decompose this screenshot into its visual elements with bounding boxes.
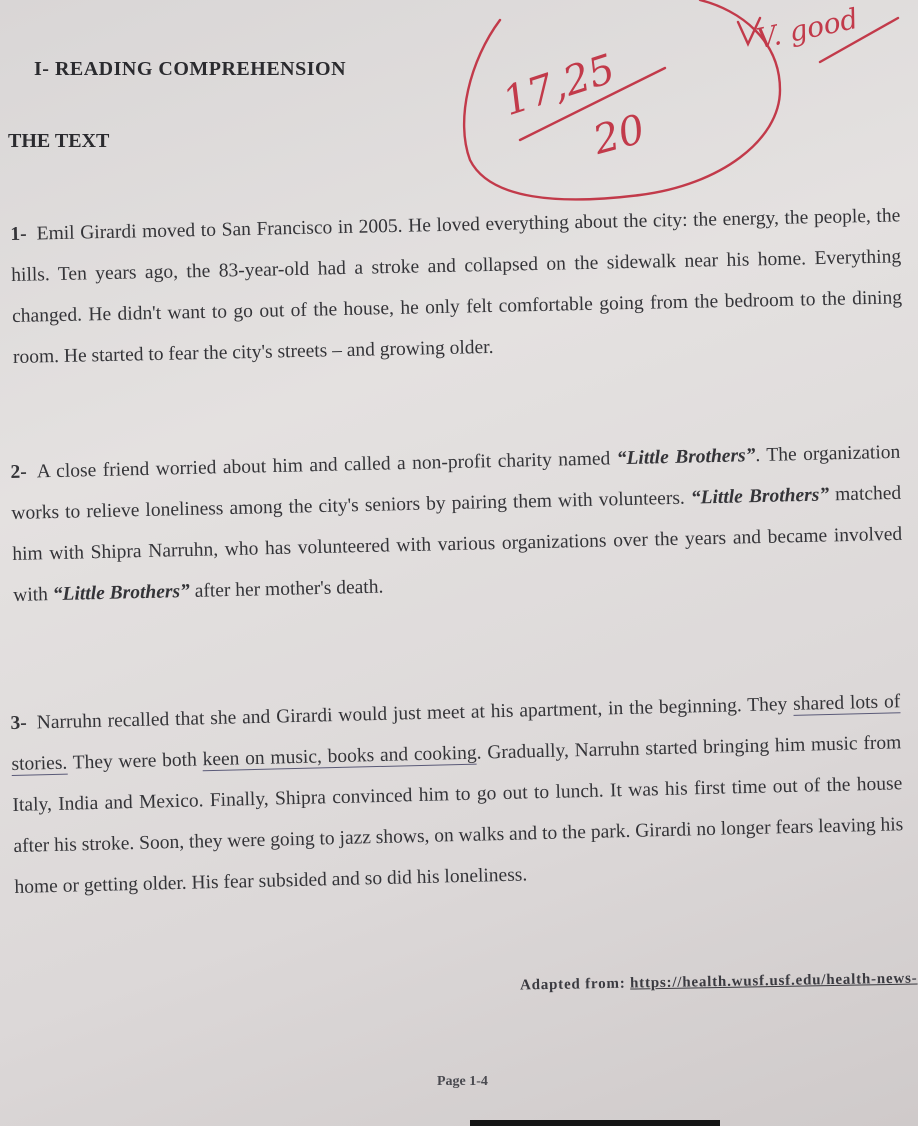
org-name: “Little Brothers” [52,580,191,606]
paragraph-text: Narruhn recalled that she and Girardi would just meet at his apartment, in the beginning. They [36,693,794,734]
paragraph-number: 1- [10,223,27,245]
underlined-phrase: keen on music, books and cooking [202,742,477,771]
paragraph-1 [10,195,903,378]
paragraph-3 [10,681,905,908]
grade-score: 17,25 [497,46,621,126]
paragraph-text: matched him with Shipra Narruhn, who has volunteered with various organizations over the years and became involved with [12,482,903,606]
paragraph-2 [10,432,903,616]
grade-circle [464,0,780,199]
source-prefix: Adapted from: [520,975,631,994]
text-subtitle: THE TEXT [8,130,110,152]
org-name: “Little Brothers” [616,445,756,470]
paragraph-text: A close friend worried about him and called a non-profit charity named [36,448,617,483]
source-link[interactable]: https://health.wusf.usf.edu/health-news- [630,970,918,992]
table-edge [470,1120,720,1126]
paragraph-text: . The organization works to relieve loneliness among the city's seniors by pairing them with volunteers. [11,441,901,524]
grade-out-of: 20 [588,106,650,164]
paragraph-text: Emil Girardi moved to San Francisco in 2005. He loved everything about the city: the energy, the people, the hills. Ten years ago, the 83-year-old had a stroke and collapsed on the sidewalk near his home. Everything changed. He didn't want to go out of the house, he only felt comfortable going from the bedroom to the dining room. He started to fear the city's streets – and growing older. [11,205,903,368]
paragraph-text: after her mother's death. [189,576,384,602]
org-name: “Little Brothers” [690,484,830,509]
paragraph-text: . Gradually, Narruhn started bringing him music from Italy, India and Mexico. Finally, Shipra convinced him to go out to lunch. It was his first time out of the house after his stroke. Soon, they were going to jazz shows, on walks and to the park. Girardi no longer fears leaving his home or getting older. His fear subsided and so did his loneliness. [12,732,904,898]
grade-comment: V. good [753,1,862,56]
page-number: Page 1-4 [437,1074,488,1089]
underlined-phrase: shared lots of stories. [11,691,901,775]
grade-fraction-line [520,68,665,140]
section-title: I- READING COMPREHENSION [34,58,347,80]
source-citation [520,971,918,995]
paragraph-number: 2- [10,461,27,483]
paragraph-number: 3- [10,712,28,734]
paragraph-text: They were both [67,749,203,774]
comment-check [738,18,760,44]
